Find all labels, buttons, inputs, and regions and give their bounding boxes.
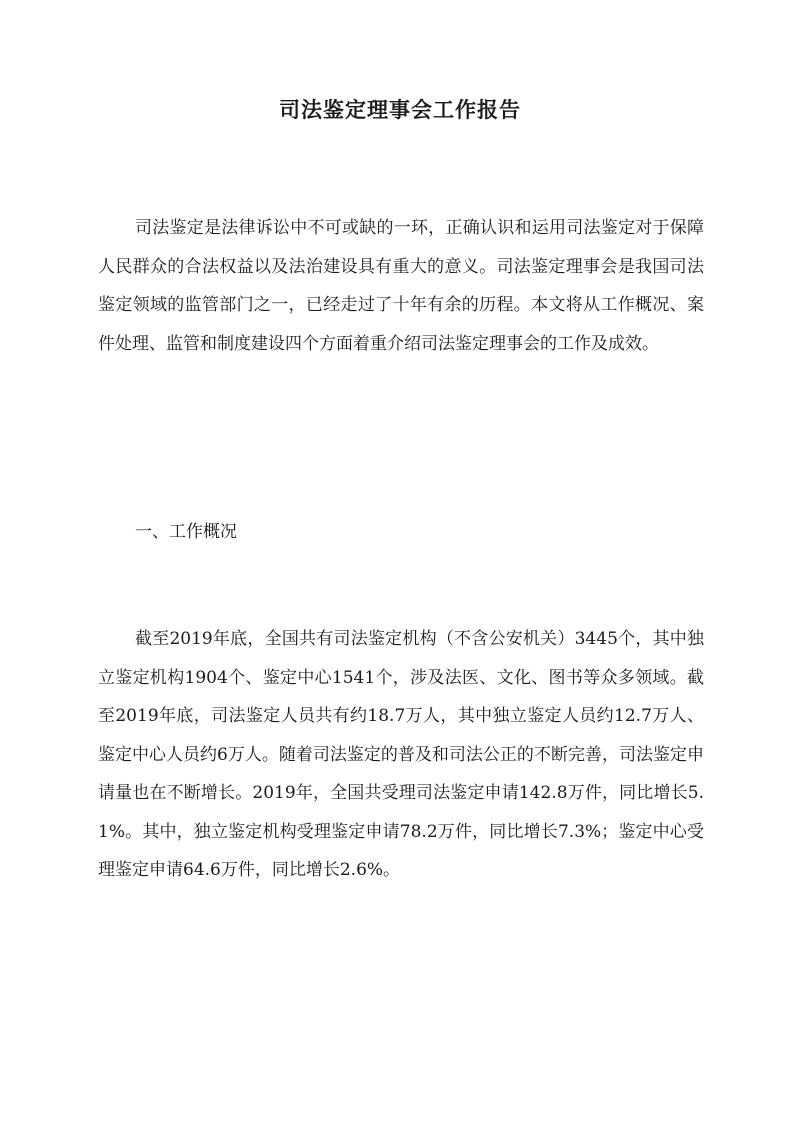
work-overview-paragraph: 截至2019年底，全国共有司法鉴定机构（不含公安机关）3445个，其中独立鉴定机构1904个、鉴定中心1541个，涉及法医、文化、图书等众多领域。截至2019年底，司法鉴定人员共有约18.7万人，其中独立鉴定人员约12.7万人、鉴定中心人员约6万人。随着司法鉴定的普及和司法公正的不断完善，司法鉴定申请量也在不断增长。2019年，全国共受理司法鉴定申请142.8万件，同比增长5.1%。其中，独立鉴定机构受理鉴定申请78.2万件，同比增长7.3%；鉴定中心受理鉴定申请64.6万件，同比增长2.6%。 (98, 629, 704, 880)
section-heading-work-overview: 一、工作概况 (135, 522, 237, 542)
intro-paragraph: 司法鉴定是法律诉讼中不可或缺的一环，正确认识和运用司法鉴定对于保障人民群众的合法权益以及法治建设具有重大的意义。司法鉴定理事会是我国司法鉴定领域的监管部门之一，已经走过了十年有余的历程。本文将从工作概况、案件处理、监管和制度建设四个方面着重介绍司法鉴定理事会的工作及成效。 (98, 218, 704, 354)
document-title: 司法鉴定理事会工作报告 (279, 97, 521, 122)
